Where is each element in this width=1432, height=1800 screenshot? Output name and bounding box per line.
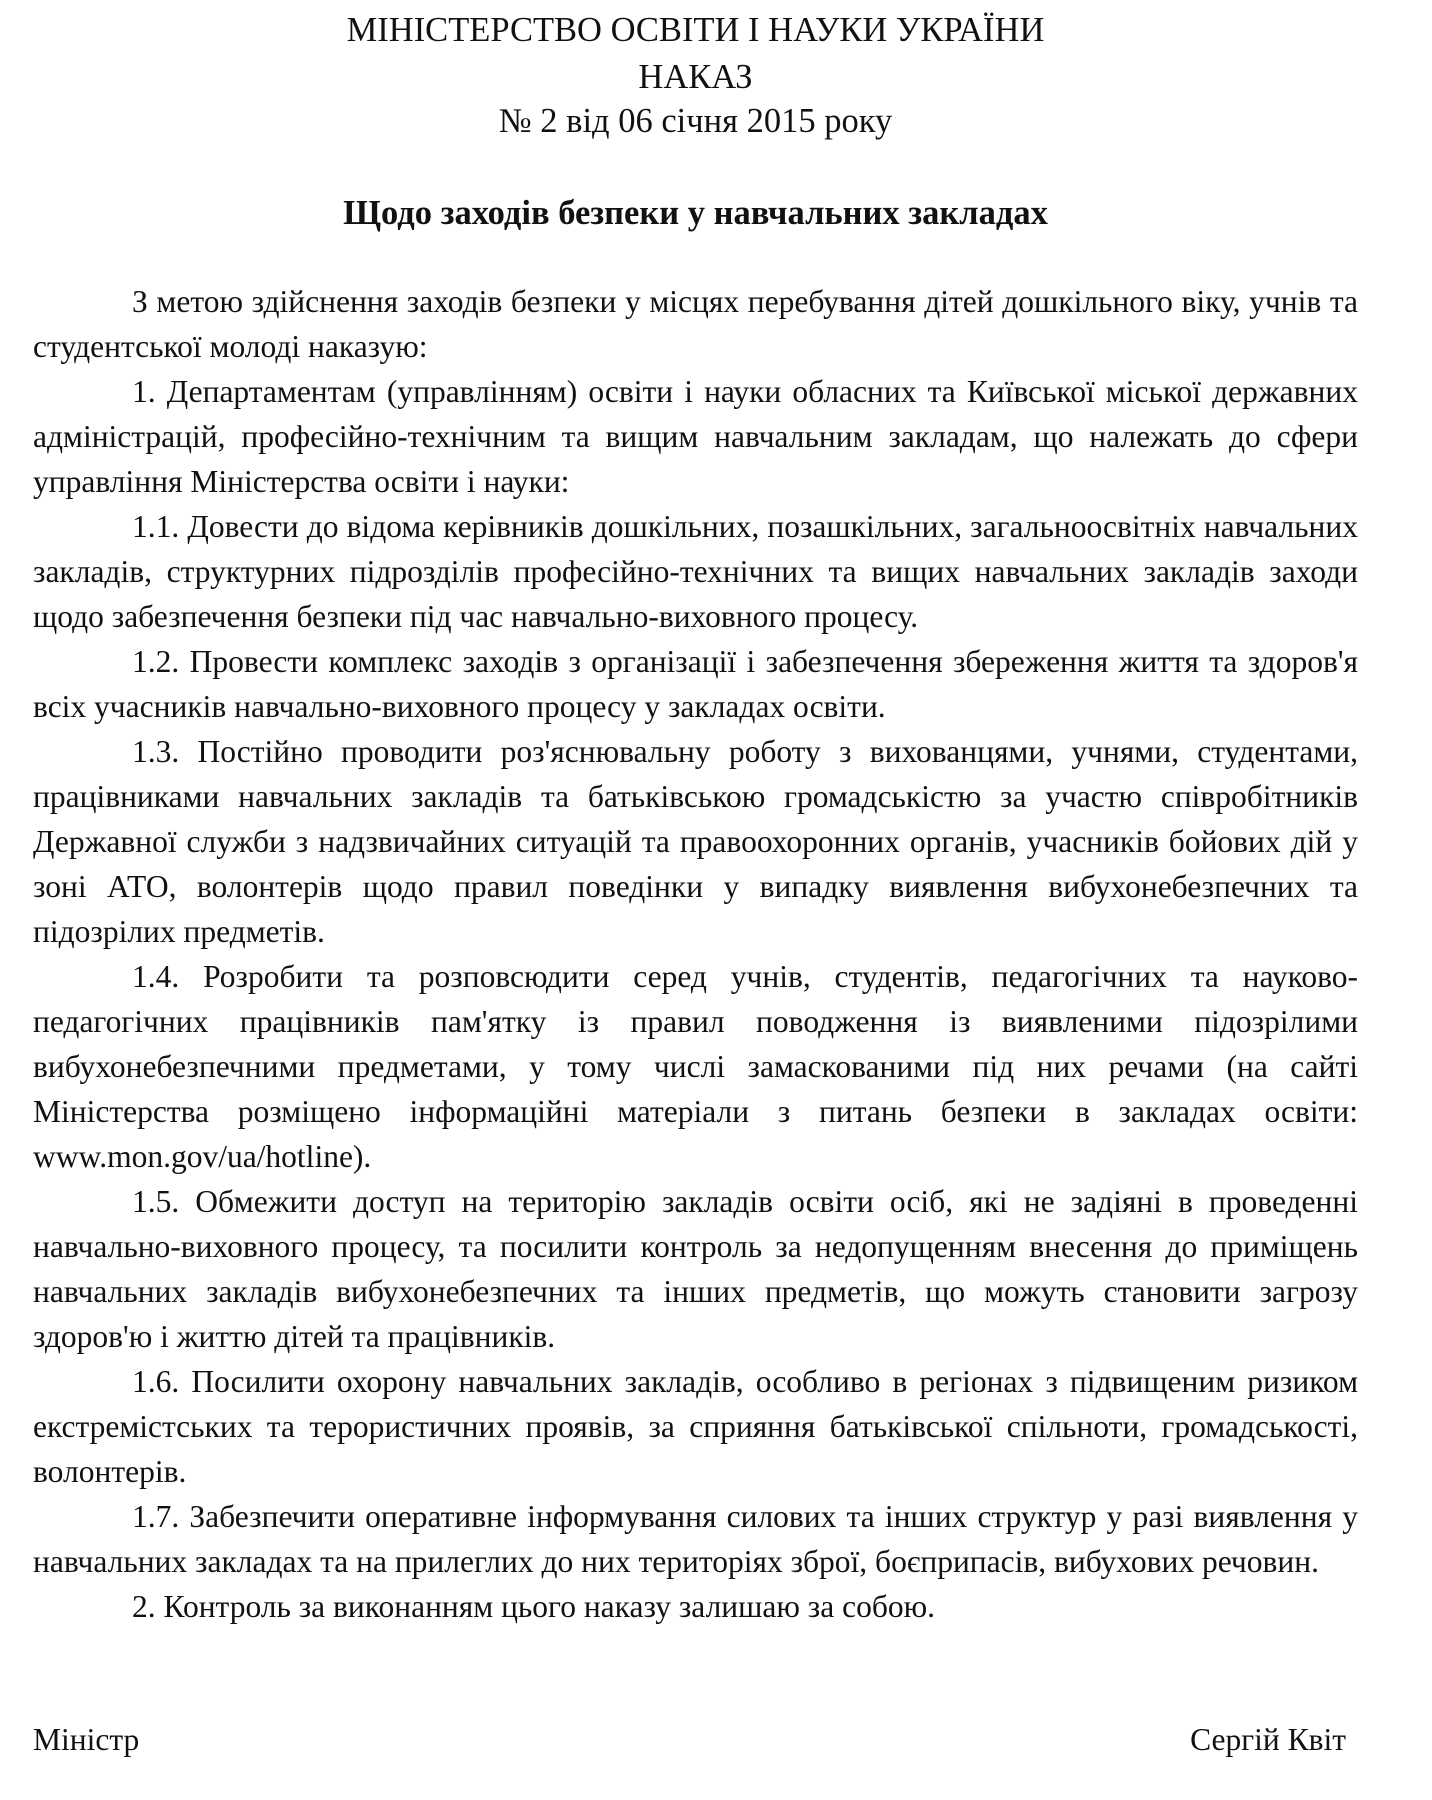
document-body [33,279,1358,1629]
paragraph-1-4: 1.4. Розробити та розповсюдити серед учнів, студентів, педагогічних та науково-педагогічних працівників пам'ятку із правил поводження із виявленими підозрілими вибухонебезпечними предметами, у тому числі замаскованими під них речами (на сайті Міністерства розміщено інформаційні матеріали з питань безпеки в закладах освіти: www.mon.gov/ua/hotline). [33,959,1358,1174]
paragraph-2: 2. Контроль за виконанням цього наказу залишаю за собою. [132,1589,936,1624]
paragraph-1-7: 1.7. Забезпечити оперативне інформування силових та інших структур у разі виявлення у навчальних закладах та на прилеглих до них територіях зброї, боєприпасів, вибухових речовин. [33,1499,1358,1579]
paragraph-1-1: 1.1. Довести до відома керівників дошкільних, позашкільних, загальноосвітніх навчальних закладів, структурних підрозділів професійно-технічних та вищих навчальних закладів заходи щодо забезпечення безпеки під час навчально-виховного процесу. [33,509,1358,634]
paragraph-1-6: 1.6. Посилити охорону навчальних закладів, особливо в регіонах з підвищеним ризиком екстремістських та терористичних проявів, за сприяння батьківської спільноти, громадськості, волонтерів. [33,1364,1358,1489]
paragraph-intro: З метою здійснення заходів безпеки у місцях перебування дітей дошкільного віку, учнів та студентської молоді наказую: [33,284,1358,364]
order-number-date: № 2 від 06 січня 2015 року [498,102,893,140]
document-page [33,0,1358,1800]
paragraph-1-3: 1.3. Постійно проводити роз'яснювальну роботу з вихованцями, учнями, студентами, працівниками навчальних закладів та батьківською громадськістю за участю співробітників Державної служби з надзвичайних ситуацій та правоохоронних органів, учасників бойових дій у зоні АТО, волонтерів щодо правил поведінки у випадку виявлення вибухонебезпечних та підозрілих предметів. [33,734,1358,949]
ministry-heading: МІНІСТЕРСТВО ОСВІТИ І НАУКИ УКРАЇНИ [346,11,1045,49]
signatory-position: Міністр [33,1722,140,1757]
paragraph-1: 1. Департаментам (управлінням) освіти і науки обласних та Київської міської державних адміністрацій, професійно-технічним та вищим навчальним закладам, що належать до сфери управління Міністерства освіти і науки: [33,374,1358,499]
paragraph-1-5: 1.5. Обмежити доступ на територію закладів освіти осіб, які не задіяні в проведенні навчально-виховного процесу, та посилити контроль за недопущенням внесення до приміщень навчальних закладів вибухонебезпечних та інших предметів, що можуть становити загрозу здоров'ю і життю дітей та працівників. [33,1184,1358,1354]
signatory-name: Сергій Квіт [1190,1722,1346,1757]
document-type-heading: НАКАЗ [638,58,753,96]
document-title: Щодо заходів безпеки у навчальних закладах [343,194,1048,232]
paragraph-1-2: 1.2. Провести комплекс заходів з організації і забезпечення збереження життя та здоров'я всіх учасників навчально-виховного процесу у закладах освіти. [33,644,1358,724]
